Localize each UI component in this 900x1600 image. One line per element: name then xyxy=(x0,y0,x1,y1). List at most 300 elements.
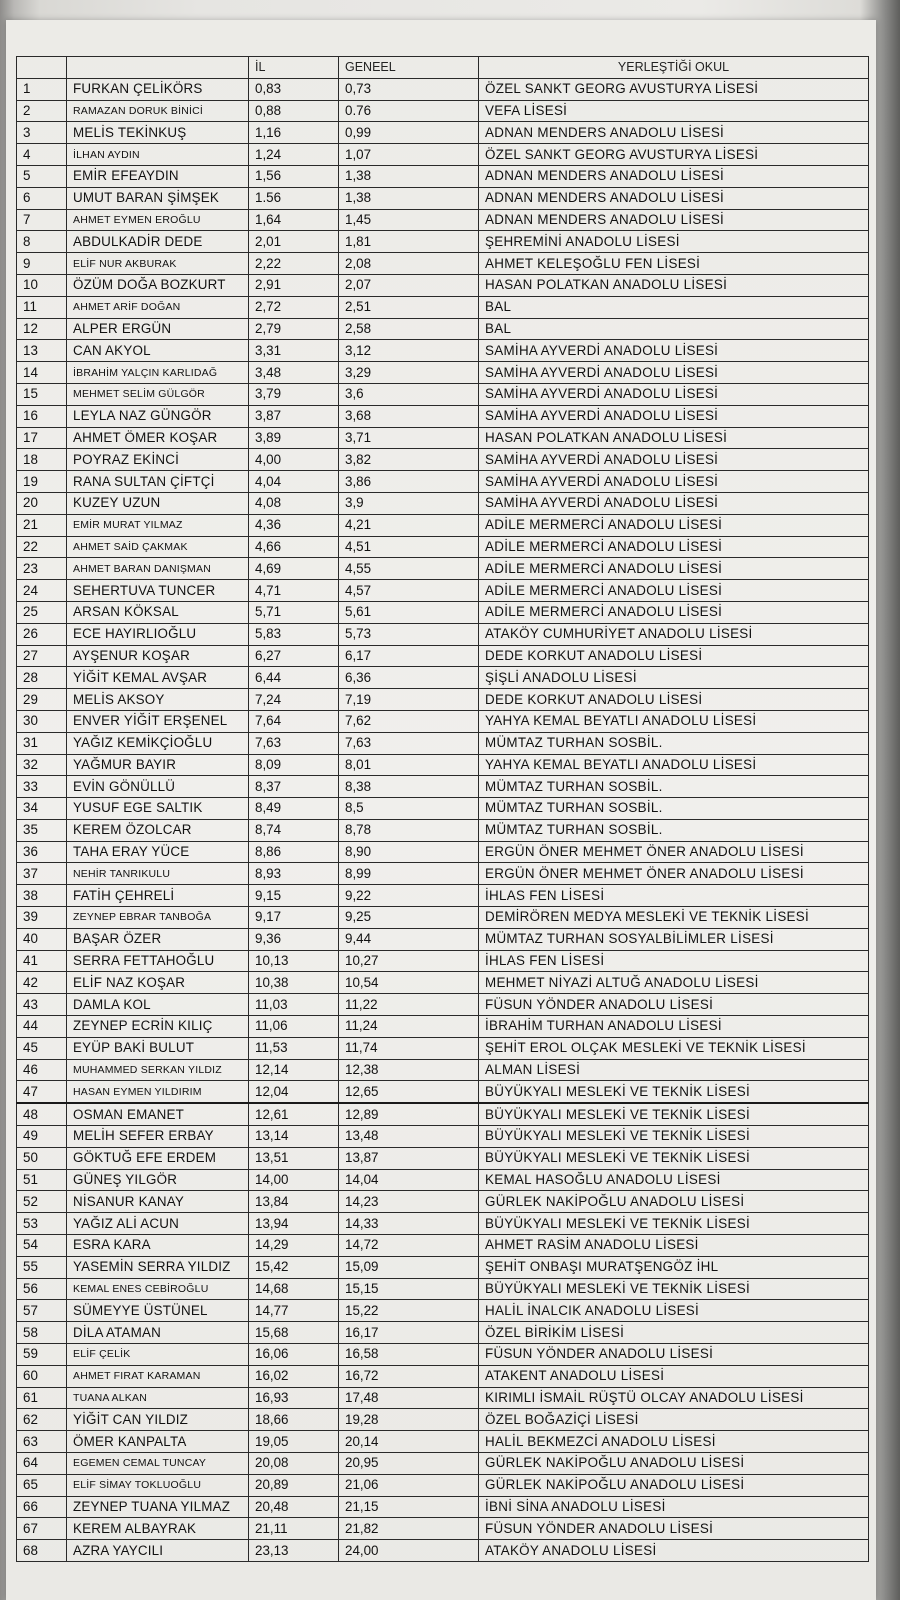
table-row xyxy=(17,928,869,950)
placed-school: ATAKÖY ANADOLU LİSESİ xyxy=(479,1540,869,1562)
placed-school: BÜYÜKYALI MESLEKİ VE TEKNİK LİSESİ xyxy=(479,1081,869,1103)
student-name: ZEYNEP EBRAR TANBOĞA xyxy=(67,907,249,929)
placed-school: ADİLE MERMERCİ ANADOLU LİSESİ xyxy=(479,514,869,536)
header-no xyxy=(17,57,67,79)
placed-school: BAL xyxy=(479,318,869,340)
placed-school: BÜYÜKYALI MESLEKİ VE TEKNİK LİSESİ xyxy=(479,1278,869,1300)
genel-percentile: 14,23 xyxy=(339,1191,479,1213)
row-number: 53 xyxy=(17,1213,67,1235)
placed-school: SAMİHA AYVERDİ ANADOLU LİSESİ xyxy=(479,449,869,471)
genel-percentile: 6,17 xyxy=(339,645,479,667)
student-name: YAĞIZ KEMİKÇİOĞLU xyxy=(67,732,249,754)
row-number: 58 xyxy=(17,1322,67,1344)
il-percentile: 12,61 xyxy=(249,1103,339,1125)
il-percentile: 4,08 xyxy=(249,492,339,514)
il-percentile: 5,71 xyxy=(249,601,339,623)
il-percentile: 14,68 xyxy=(249,1278,339,1300)
row-number: 63 xyxy=(17,1431,67,1453)
table-row xyxy=(17,165,869,187)
table-row xyxy=(17,1126,869,1148)
genel-percentile: 2,07 xyxy=(339,274,479,296)
genel-percentile: 17,48 xyxy=(339,1387,479,1409)
placed-school: SAMİHA AYVERDİ ANADOLU LİSESİ xyxy=(479,383,869,405)
row-number: 49 xyxy=(17,1126,67,1148)
table-row xyxy=(17,1037,869,1059)
il-percentile: 13,84 xyxy=(249,1191,339,1213)
il-percentile: 3,79 xyxy=(249,383,339,405)
table-row xyxy=(17,122,869,144)
il-percentile: 6,27 xyxy=(249,645,339,667)
row-number: 16 xyxy=(17,405,67,427)
placed-school: ADNAN MENDERS ANADOLU LİSESİ xyxy=(479,122,869,144)
placed-school: İBNİ SİNA ANADOLU LİSESİ xyxy=(479,1496,869,1518)
row-number: 41 xyxy=(17,950,67,972)
il-percentile: 8,93 xyxy=(249,863,339,885)
student-name: ELİF NAZ KOŞAR xyxy=(67,972,249,994)
il-percentile: 8,86 xyxy=(249,841,339,863)
row-number: 64 xyxy=(17,1453,67,1475)
table-row xyxy=(17,1344,869,1366)
il-percentile: 6,44 xyxy=(249,667,339,689)
genel-percentile: 11,74 xyxy=(339,1037,479,1059)
student-name: NEHİR TANRIKULU xyxy=(67,863,249,885)
student-name: İLHAN AYDIN xyxy=(67,144,249,166)
placed-school: ATAKENT ANADOLU LİSESİ xyxy=(479,1365,869,1387)
table-row xyxy=(17,710,869,732)
placed-school: ÖZEL BOĞAZİÇİ LİSESİ xyxy=(479,1409,869,1431)
table-row xyxy=(17,1169,869,1191)
genel-percentile: 8,38 xyxy=(339,776,479,798)
il-percentile: 0,88 xyxy=(249,100,339,122)
student-name: TUANA ALKAN xyxy=(67,1387,249,1409)
row-number: 65 xyxy=(17,1474,67,1496)
placed-school: MÜMTAZ TURHAN SOSBİL. xyxy=(479,819,869,841)
table-row xyxy=(17,514,869,536)
student-name: MELİS TEKİNKUŞ xyxy=(67,122,249,144)
il-percentile: 7,24 xyxy=(249,689,339,711)
genel-percentile: 3,86 xyxy=(339,471,479,493)
student-name: SÜMEYYE ÜSTÜNEL xyxy=(67,1300,249,1322)
placed-school: AHMET RASİM ANADOLU LİSESİ xyxy=(479,1235,869,1257)
placed-school: KEMAL HASOĞLU ANADOLU LİSESİ xyxy=(479,1169,869,1191)
genel-percentile: 9,22 xyxy=(339,885,479,907)
placed-school: ŞİŞLİ ANADOLU LİSESİ xyxy=(479,667,869,689)
table-row xyxy=(17,558,869,580)
placed-school: ADİLE MERMERCİ ANADOLU LİSESİ xyxy=(479,536,869,558)
student-name: AYŞENUR KOŞAR xyxy=(67,645,249,667)
table-row xyxy=(17,318,869,340)
table-row xyxy=(17,1016,869,1038)
placed-school: ADNAN MENDERS ANADOLU LİSESİ xyxy=(479,187,869,209)
table-row xyxy=(17,1540,869,1562)
il-percentile: 4,04 xyxy=(249,471,339,493)
il-percentile: 4,36 xyxy=(249,514,339,536)
student-name: YASEMİN SERRA YILDIZ xyxy=(67,1256,249,1278)
il-percentile: 10,13 xyxy=(249,950,339,972)
table-row xyxy=(17,1365,869,1387)
placed-school: ADNAN MENDERS ANADOLU LİSESİ xyxy=(479,165,869,187)
placed-school: FÜSUN YÖNDER ANADOLU LİSESİ xyxy=(479,994,869,1016)
row-number: 26 xyxy=(17,623,67,645)
il-percentile: 14,29 xyxy=(249,1235,339,1257)
row-number: 25 xyxy=(17,601,67,623)
row-number: 22 xyxy=(17,536,67,558)
row-number: 31 xyxy=(17,732,67,754)
genel-percentile: 13,48 xyxy=(339,1126,479,1148)
row-number: 2 xyxy=(17,100,67,122)
row-number: 18 xyxy=(17,449,67,471)
il-percentile: 13,94 xyxy=(249,1213,339,1235)
table-row xyxy=(17,819,869,841)
table-row xyxy=(17,689,869,711)
placed-school: ATAKÖY CUMHURİYET ANADOLU LİSESİ xyxy=(479,623,869,645)
student-name: AZRA YAYCILI xyxy=(67,1540,249,1562)
il-percentile: 20,89 xyxy=(249,1474,339,1496)
genel-percentile: 5,61 xyxy=(339,601,479,623)
header-genel: GENEEL xyxy=(339,57,479,79)
placed-school: MÜMTAZ TURHAN SOSBİL. xyxy=(479,776,869,798)
table-row xyxy=(17,253,869,275)
student-name: ARSAN KÖKSAL xyxy=(67,601,249,623)
table-row xyxy=(17,1387,869,1409)
student-name: ELİF NUR AKBURAK xyxy=(67,253,249,275)
placed-school: GÜRLEK NAKİPOĞLU ANADOLU LİSESİ xyxy=(479,1191,869,1213)
row-number: 37 xyxy=(17,863,67,885)
student-name: AHMET EYMEN EROĞLU xyxy=(67,209,249,231)
table-row xyxy=(17,1518,869,1540)
placed-school: İHLAS FEN LİSESİ xyxy=(479,885,869,907)
row-number: 34 xyxy=(17,798,67,820)
placed-school: MÜMTAZ TURHAN SOSBİL. xyxy=(479,732,869,754)
student-name: FATİH ÇEHRELİ xyxy=(67,885,249,907)
il-percentile: 8,09 xyxy=(249,754,339,776)
table-row xyxy=(17,1147,869,1169)
il-percentile: 23,13 xyxy=(249,1540,339,1562)
row-number: 52 xyxy=(17,1191,67,1213)
il-percentile: 0,83 xyxy=(249,78,339,100)
il-percentile: 11,53 xyxy=(249,1037,339,1059)
student-name: AHMET BARAN DANIŞMAN xyxy=(67,558,249,580)
student-name: KUZEY UZUN xyxy=(67,492,249,514)
paper-sheet xyxy=(6,20,876,1600)
student-name: YAĞIZ ALİ ACUN xyxy=(67,1213,249,1235)
genel-percentile: 3,68 xyxy=(339,405,479,427)
row-number: 36 xyxy=(17,841,67,863)
il-percentile: 7,63 xyxy=(249,732,339,754)
placed-school: YAHYA KEMAL BEYATLI ANADOLU LİSESİ xyxy=(479,710,869,732)
genel-percentile: 3,71 xyxy=(339,427,479,449)
genel-percentile: 2,58 xyxy=(339,318,479,340)
placed-school: AHMET KELEŞOĞLU FEN LİSESİ xyxy=(479,253,869,275)
row-number: 50 xyxy=(17,1147,67,1169)
row-number: 33 xyxy=(17,776,67,798)
placed-school: ADİLE MERMERCİ ANADOLU LİSESİ xyxy=(479,558,869,580)
placed-school: ADİLE MERMERCİ ANADOLU LİSESİ xyxy=(479,580,869,602)
table-row xyxy=(17,1081,869,1103)
genel-percentile: 8,01 xyxy=(339,754,479,776)
student-name: BAŞAR ÖZER xyxy=(67,928,249,950)
row-number: 20 xyxy=(17,492,67,514)
il-percentile: 8,49 xyxy=(249,798,339,820)
genel-percentile: 8,90 xyxy=(339,841,479,863)
genel-percentile: 14,33 xyxy=(339,1213,479,1235)
row-number: 30 xyxy=(17,710,67,732)
genel-percentile: 14,72 xyxy=(339,1235,479,1257)
placed-school: ÖZEL SANKT GEORG AVUSTURYA LİSESİ xyxy=(479,78,869,100)
table-row xyxy=(17,144,869,166)
placed-school: HASAN POLATKAN ANADOLU LİSESİ xyxy=(479,427,869,449)
table-row xyxy=(17,1431,869,1453)
il-percentile: 15,68 xyxy=(249,1322,339,1344)
table-row xyxy=(17,907,869,929)
placed-school: DEDE KORKUT ANADOLU LİSESİ xyxy=(479,645,869,667)
student-name: GÜNEŞ YILGÖR xyxy=(67,1169,249,1191)
placed-school: ADNAN MENDERS ANADOLU LİSESİ xyxy=(479,209,869,231)
table-row xyxy=(17,296,869,318)
row-number: 46 xyxy=(17,1059,67,1081)
table-row xyxy=(17,209,869,231)
placed-school: MÜMTAZ TURHAN SOSYALBİLİMLER LİSESİ xyxy=(479,928,869,950)
placed-school: HALİL BEKMEZCİ ANADOLU LİSESİ xyxy=(479,1431,869,1453)
row-number: 23 xyxy=(17,558,67,580)
il-percentile: 12,04 xyxy=(249,1081,339,1103)
il-percentile: 18,66 xyxy=(249,1409,339,1431)
table-row xyxy=(17,187,869,209)
table-row xyxy=(17,667,869,689)
il-percentile: 7,64 xyxy=(249,710,339,732)
genel-percentile: 4,55 xyxy=(339,558,479,580)
table-row xyxy=(17,536,869,558)
student-name: NİSANUR KANAY xyxy=(67,1191,249,1213)
student-name: ESRA KARA xyxy=(67,1235,249,1257)
genel-percentile: 3,29 xyxy=(339,362,479,384)
genel-percentile: 11,24 xyxy=(339,1016,479,1038)
table-row xyxy=(17,1496,869,1518)
student-name: FURKAN ÇELİKÖRS xyxy=(67,78,249,100)
table-row xyxy=(17,1235,869,1257)
student-name: YİĞİT CAN YILDIZ xyxy=(67,1409,249,1431)
row-number: 28 xyxy=(17,667,67,689)
table-row xyxy=(17,972,869,994)
placed-school: VEFA LİSESİ xyxy=(479,100,869,122)
row-number: 48 xyxy=(17,1103,67,1125)
student-name: AHMET ARİF DOĞAN xyxy=(67,296,249,318)
il-percentile: 4,71 xyxy=(249,580,339,602)
student-name: HASAN EYMEN YILDIRIM xyxy=(67,1081,249,1103)
table-row xyxy=(17,732,869,754)
student-name: DİLA ATAMAN xyxy=(67,1322,249,1344)
placed-school: ERGÜN ÖNER MEHMET ÖNER ANADOLU LİSESİ xyxy=(479,841,869,863)
table-row xyxy=(17,449,869,471)
student-name: RAMAZAN DORUK BİNİCİ xyxy=(67,100,249,122)
row-number: 1 xyxy=(17,78,67,100)
il-percentile: 3,89 xyxy=(249,427,339,449)
table-row xyxy=(17,340,869,362)
il-percentile: 4,66 xyxy=(249,536,339,558)
row-number: 21 xyxy=(17,514,67,536)
il-percentile: 9,15 xyxy=(249,885,339,907)
row-number: 56 xyxy=(17,1278,67,1300)
placed-school: ŞEHİT EROL OLÇAK MESLEKİ VE TEKNİK LİSESİ xyxy=(479,1037,869,1059)
genel-percentile: 5,73 xyxy=(339,623,479,645)
table-row xyxy=(17,78,869,100)
table-row xyxy=(17,100,869,122)
table-row xyxy=(17,492,869,514)
header-okul: YERLEŞTİĞİ OKUL xyxy=(479,57,869,79)
il-percentile: 11,06 xyxy=(249,1016,339,1038)
row-number: 11 xyxy=(17,296,67,318)
genel-percentile: 24,00 xyxy=(339,1540,479,1562)
student-name: ELİF SİMAY TOKLUOĞLU xyxy=(67,1474,249,1496)
genel-percentile: 21,82 xyxy=(339,1518,479,1540)
student-name: RANA SULTAN ÇİFTÇİ xyxy=(67,471,249,493)
genel-percentile: 7,63 xyxy=(339,732,479,754)
row-number: 60 xyxy=(17,1365,67,1387)
il-percentile: 3,87 xyxy=(249,405,339,427)
student-name: YİĞİT KEMAL AVŞAR xyxy=(67,667,249,689)
table-row xyxy=(17,776,869,798)
student-name: ABDULKADİR DEDE xyxy=(67,231,249,253)
row-number: 8 xyxy=(17,231,67,253)
placed-school: BÜYÜKYALI MESLEKİ VE TEKNİK LİSESİ xyxy=(479,1213,869,1235)
il-percentile: 19,05 xyxy=(249,1431,339,1453)
il-percentile: 11,03 xyxy=(249,994,339,1016)
row-number: 4 xyxy=(17,144,67,166)
table-row xyxy=(17,1278,869,1300)
il-percentile: 20,08 xyxy=(249,1453,339,1475)
student-name: LEYLA NAZ GÜNGÖR xyxy=(67,405,249,427)
genel-percentile: 1,38 xyxy=(339,187,479,209)
row-number: 44 xyxy=(17,1016,67,1038)
il-percentile: 13,51 xyxy=(249,1147,339,1169)
student-name: KEREM ÖZOLCAR xyxy=(67,819,249,841)
genel-percentile: 3,82 xyxy=(339,449,479,471)
student-name: ECE HAYIRLIOĞLU xyxy=(67,623,249,645)
genel-percentile: 8,78 xyxy=(339,819,479,841)
row-number: 3 xyxy=(17,122,67,144)
row-number: 61 xyxy=(17,1387,67,1409)
genel-percentile: 1,45 xyxy=(339,209,479,231)
student-name: EMİR MURAT YILMAZ xyxy=(67,514,249,536)
table-row xyxy=(17,841,869,863)
student-name: ZEYNEP TUANA YILMAZ xyxy=(67,1496,249,1518)
student-name: ALPER ERGÜN xyxy=(67,318,249,340)
table-row xyxy=(17,231,869,253)
table-row xyxy=(17,885,869,907)
genel-percentile: 9,25 xyxy=(339,907,479,929)
table-row xyxy=(17,1453,869,1475)
row-number: 9 xyxy=(17,253,67,275)
genel-percentile: 3,9 xyxy=(339,492,479,514)
row-number: 19 xyxy=(17,471,67,493)
placed-school: SAMİHA AYVERDİ ANADOLU LİSESİ xyxy=(479,362,869,384)
placed-school: İHLAS FEN LİSESİ xyxy=(479,950,869,972)
row-number: 5 xyxy=(17,165,67,187)
genel-percentile: 4,21 xyxy=(339,514,479,536)
row-number: 47 xyxy=(17,1081,67,1103)
genel-percentile: 10,27 xyxy=(339,950,479,972)
student-name: ELİF ÇELİK xyxy=(67,1344,249,1366)
genel-percentile: 0,73 xyxy=(339,78,479,100)
student-name: TAHA ERAY YÜCE xyxy=(67,841,249,863)
genel-percentile: 19,28 xyxy=(339,1409,479,1431)
placed-school: BÜYÜKYALI MESLEKİ VE TEKNİK LİSESİ xyxy=(479,1103,869,1125)
student-name: AHMET FIRAT KARAMAN xyxy=(67,1365,249,1387)
genel-percentile: 10,54 xyxy=(339,972,479,994)
il-percentile: 8,37 xyxy=(249,776,339,798)
il-percentile: 14,00 xyxy=(249,1169,339,1191)
student-name: AHMET ÖMER KOŞAR xyxy=(67,427,249,449)
genel-percentile: 4,57 xyxy=(339,580,479,602)
student-name: KEMAL ENES CEBİROĞLU xyxy=(67,1278,249,1300)
il-percentile: 2,01 xyxy=(249,231,339,253)
row-number: 45 xyxy=(17,1037,67,1059)
il-percentile: 15,42 xyxy=(249,1256,339,1278)
student-name: MUHAMMED SERKAN YILDIZ xyxy=(67,1059,249,1081)
row-number: 27 xyxy=(17,645,67,667)
genel-percentile: 16,17 xyxy=(339,1322,479,1344)
table-row xyxy=(17,1474,869,1496)
il-percentile: 16,93 xyxy=(249,1387,339,1409)
il-percentile: 4,69 xyxy=(249,558,339,580)
row-number: 10 xyxy=(17,274,67,296)
row-number: 43 xyxy=(17,994,67,1016)
table-row xyxy=(17,994,869,1016)
table-row xyxy=(17,580,869,602)
student-name: UMUT BARAN ŞİMŞEK xyxy=(67,187,249,209)
row-number: 68 xyxy=(17,1540,67,1562)
genel-percentile: 12,38 xyxy=(339,1059,479,1081)
table-body xyxy=(17,78,869,1561)
il-percentile: 2,79 xyxy=(249,318,339,340)
student-name: AHMET SAİD ÇAKMAK xyxy=(67,536,249,558)
placed-school: MÜMTAZ TURHAN SOSBİL. xyxy=(479,798,869,820)
row-number: 14 xyxy=(17,362,67,384)
row-number: 24 xyxy=(17,580,67,602)
table-row xyxy=(17,645,869,667)
placed-school: ŞEHREMİNİ ANADOLU LİSESİ xyxy=(479,231,869,253)
row-number: 13 xyxy=(17,340,67,362)
genel-percentile: 8,5 xyxy=(339,798,479,820)
row-number: 32 xyxy=(17,754,67,776)
placed-school: GÜRLEK NAKİPOĞLU ANADOLU LİSESİ xyxy=(479,1453,869,1475)
table-row xyxy=(17,274,869,296)
placed-school: BÜYÜKYALI MESLEKİ VE TEKNİK LİSESİ xyxy=(479,1126,869,1148)
table-row xyxy=(17,1103,869,1125)
student-name: GÖKTUĞ EFE ERDEM xyxy=(67,1147,249,1169)
student-name: MEHMET SELİM GÜLGÖR xyxy=(67,383,249,405)
row-number: 42 xyxy=(17,972,67,994)
row-number: 38 xyxy=(17,885,67,907)
genel-percentile: 16,58 xyxy=(339,1344,479,1366)
table-row xyxy=(17,1213,869,1235)
il-percentile: 16,06 xyxy=(249,1344,339,1366)
row-number: 67 xyxy=(17,1518,67,1540)
genel-percentile: 0,99 xyxy=(339,122,479,144)
placed-school: ŞEHİT ONBAŞI MURATŞENGÖZ İHL xyxy=(479,1256,869,1278)
il-percentile: 4,00 xyxy=(249,449,339,471)
row-number: 57 xyxy=(17,1300,67,1322)
il-percentile: 1.56 xyxy=(249,187,339,209)
genel-percentile: 9,44 xyxy=(339,928,479,950)
table-row xyxy=(17,383,869,405)
row-number: 40 xyxy=(17,928,67,950)
placed-school: BAL xyxy=(479,296,869,318)
genel-percentile: 16,72 xyxy=(339,1365,479,1387)
genel-percentile: 1,07 xyxy=(339,144,479,166)
student-name: EGEMEN CEMAL TUNCAY xyxy=(67,1453,249,1475)
il-percentile: 2,91 xyxy=(249,274,339,296)
